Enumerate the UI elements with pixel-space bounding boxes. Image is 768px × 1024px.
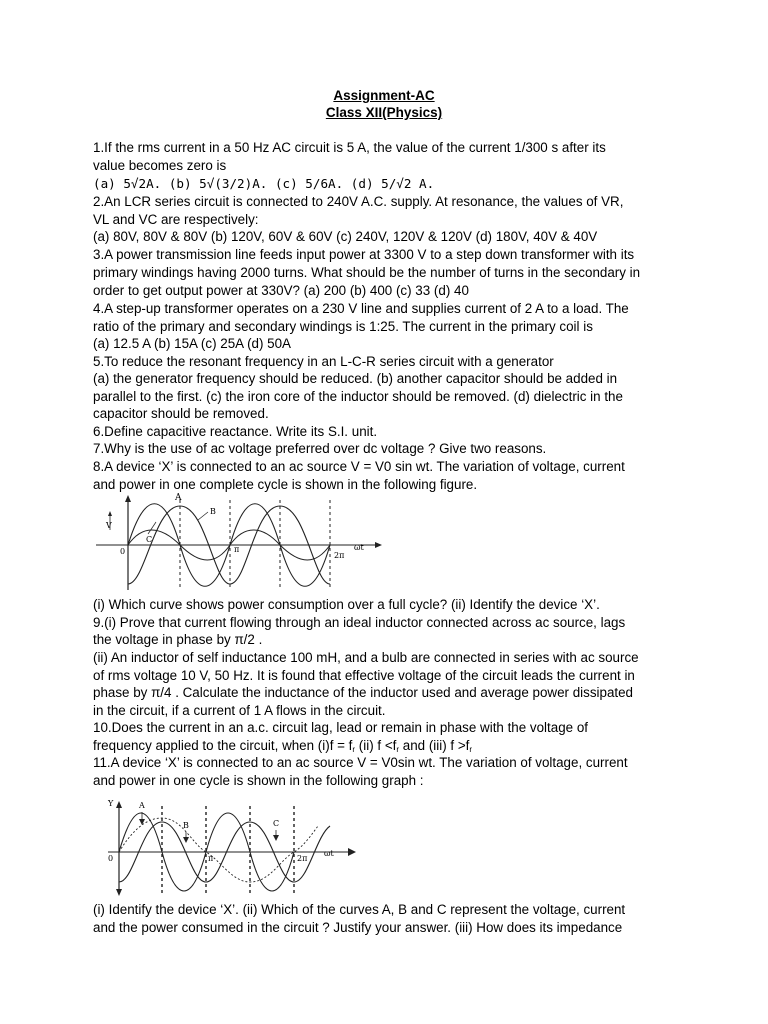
text-line: and power in one complete cycle is shown in the following figure. <box>93 477 478 492</box>
figure2-label-y: Y <box>108 799 114 808</box>
text-line: of rms voltage 10 V, 50 Hz. It is found that effective voltage of the circuit leads the current in <box>93 668 635 683</box>
figure1-origin: 0 <box>120 547 126 556</box>
figure2-label-a: A <box>139 801 145 810</box>
figure-2-waveforms <box>90 796 380 898</box>
text-line: primary windings having 2000 turns. What should be the number of turns in the secondary in <box>93 265 641 280</box>
text-line: (a) 12.5 A (b) 15A (c) 25A (d) 50A <box>93 336 291 351</box>
text-line: phase by π/4 . Calculate the inductance of the inductor used and average power dissipated <box>93 685 634 700</box>
text-line: 5.To reduce the resonant frequency in an L-C-R series circuit with a generator <box>93 354 554 369</box>
text-line: (a) 80V, 80V & 80V (b) 120V, 60V & 60V (c) 240V, 120V & 120V (d) 180V, 40V & 40V <box>93 229 598 244</box>
text-line: ratio of the primary and secondary windings is 1:25. The current in the primary coil is <box>93 319 593 334</box>
text-line: 11.A device ‘X’ is connected to an ac source V = V0sin wt. The variation of voltage, current <box>93 755 628 770</box>
text-line: order to get output power at 330V? (a) 200 (b) 400 (c) 33 (d) 40 <box>93 283 469 298</box>
figure2-origin: 0 <box>108 854 114 863</box>
figure1-label-v: V <box>106 521 112 530</box>
text-line: parallel to the first. (c) the iron core of the inductor should be removed. (d) dielectric in the <box>93 389 623 404</box>
text-line: 4.A step-up transformer operates on a 230 V line and supplies current of 2 A to a load. The <box>93 301 629 316</box>
figure1-label-b: B <box>210 507 216 516</box>
figure1-label-a: A <box>175 493 182 503</box>
text-line: 1.If the rms current in a 50 Hz AC circuit is 5 A, the value of the current 1/300 s after its <box>93 140 606 155</box>
text-line: 6.Define capacitive reactance. Write its S.I. unit. <box>93 424 378 439</box>
doc-subtitle: Class XII(Physics) <box>325 105 443 120</box>
text-line: (i) Which curve shows power consumption over a full cycle? (ii) Identify the device ‘X’. <box>93 597 600 612</box>
text-line: 7.Why is the use of ac voltage preferred over dc voltage ? Give two reasons. <box>93 441 547 456</box>
text-line: 8.A device ‘X’ is connected to an ac source V = V0 sin wt. The variation of voltage, current <box>93 459 625 474</box>
figure1-label-c: C <box>146 535 153 544</box>
figure1-axis-label: ωt <box>354 543 364 552</box>
text-line: in the circuit, if a current of 1 A flows in the circuit. <box>93 703 386 718</box>
text-line: 9.(i) Prove that current flowing through an ideal inductor connected across ac source, lags <box>93 615 626 630</box>
figure2-label-b: B <box>183 821 189 830</box>
text-line: the voltage in phase by π/2 . <box>93 632 263 647</box>
figure1-pi: π <box>234 545 240 554</box>
text-line: (ii) An inductor of self inductance 100 mH, and a bulb are connected in series with ac source <box>93 650 639 665</box>
figure2-two-pi: 2π <box>297 854 308 863</box>
q1-options: (a) 5√2A. (b) 5√(3/2)A. (c) 5/6A. (d) 5/√2 A. <box>93 176 435 191</box>
text-line: 2.An LCR series circuit is connected to 240V A.C. supply. At resonance, the values of VR, <box>93 194 624 209</box>
text-line: and the power consumed in the circuit ? Justify your answer. (iii) How does its impedance <box>93 920 623 935</box>
text-line: (i) Identify the device ‘X’. (ii) Which of the curves A, B and C represent the voltage, current <box>93 902 626 917</box>
figure2-label-c: C <box>273 819 280 828</box>
text-line: (a) the generator frequency should be reduced. (b) another capacitor should be added in <box>93 371 618 386</box>
text-line: and power in one cycle is shown in the following graph : <box>93 773 424 788</box>
text-line: VL and VC are respectively: <box>93 212 259 227</box>
text-line: capacitor should be removed. <box>93 406 269 421</box>
q10-conditions-line: frequency applied to the circuit, when $(i)f = f_r$ (ii) $f <f_r$ and (iii) $f >f_r$ <box>93 738 473 754</box>
text-line: 3.A power transmission line feeds input power at 3300 V to a step down transformer with its <box>93 247 635 262</box>
doc-title: Assignment-AC <box>333 88 435 103</box>
figure1-two-pi: 2π <box>334 551 345 560</box>
figure2-pi: π <box>208 854 214 863</box>
text-line: 10.Does the current in an a.c. circuit lag, lead or remain in phase with the voltage of <box>93 720 588 735</box>
figure-1-waveforms <box>90 492 390 594</box>
text-line: value becomes zero is <box>93 158 227 173</box>
figure2-axis-label: ωt <box>324 849 334 858</box>
